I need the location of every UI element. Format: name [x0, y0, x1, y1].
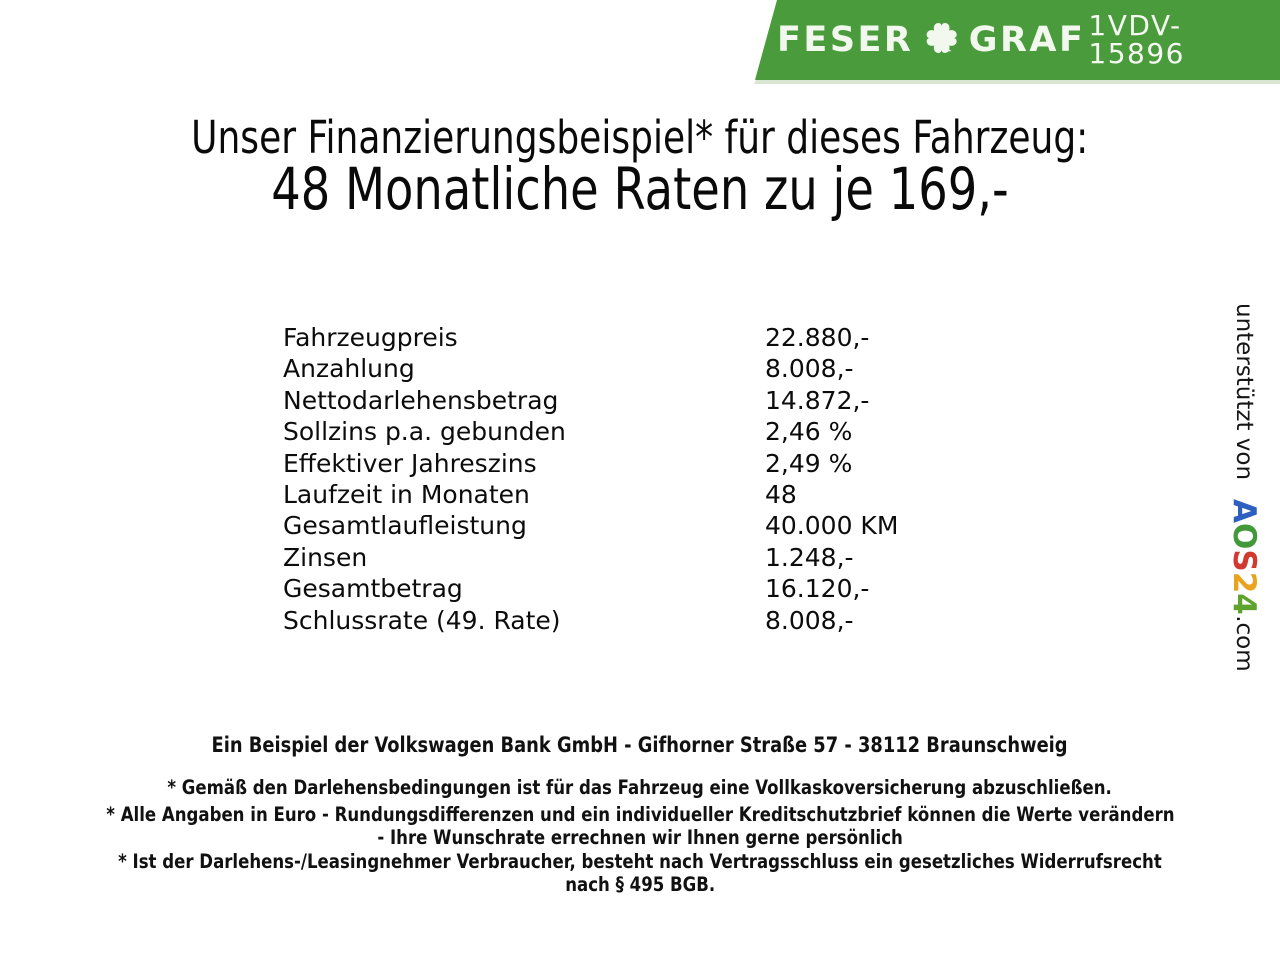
- aos24-letter: 2: [1226, 572, 1262, 594]
- table-row: [283, 542, 983, 573]
- legal-notes: [0, 776, 1280, 896]
- brand-name-right: GRAF: [968, 19, 1086, 60]
- row-value: 8.008,-: [765, 605, 854, 635]
- table-row: [283, 353, 983, 384]
- table-row: [283, 479, 983, 510]
- support-watermark: [1226, 303, 1262, 723]
- legal-note-text: * Gemäß den Darlehensbedingungen ist für das Fahrzeug eine Vollkaskoversicherung abzuschließen.: [167, 776, 1113, 799]
- legal-note: [0, 850, 1280, 873]
- table-row: [283, 322, 983, 353]
- table-row: [283, 448, 983, 479]
- legal-note-text: * Alle Angaben in Euro - Rundungsdifferenzen und ein individueller Kreditschutzbrief können die Werte verändern: [105, 803, 1175, 827]
- table-row: [283, 510, 983, 541]
- row-label: Gesamtbetrag: [283, 574, 463, 604]
- finance-table: [283, 322, 983, 636]
- vehicle-id: 1VDV-15896: [1088, 9, 1185, 70]
- table-row: [283, 385, 983, 416]
- financing-heading-line2-text: 48 Monatliche Raten zu je 169,-: [271, 155, 1009, 223]
- clover-icon: [922, 16, 961, 60]
- legal-note-text: * Ist der Darlehens-/Leasingnehmer Verbraucher, besteht nach Vertragsschluss ein gesetzliches Widerrufsrecht: [118, 849, 1162, 873]
- row-label: Schlussrate (49. Rate): [283, 605, 561, 635]
- aos24-letter: S: [1226, 549, 1262, 573]
- dealer-banner: [0, 0, 1280, 90]
- row-label: Anzahlung: [283, 354, 415, 384]
- row-value: 40.000 KM: [765, 511, 899, 541]
- row-label: Sollzins p.a. gebunden: [283, 417, 566, 447]
- legal-note: [0, 826, 1280, 849]
- row-value: 8.008,-: [765, 354, 854, 384]
- row-label: Effektiver Jahreszins: [283, 448, 537, 478]
- brand-name-left: FESER: [777, 19, 914, 60]
- row-value: 2,46 %: [765, 417, 853, 447]
- row-value: 48: [765, 480, 797, 510]
- aos24-logo: [1226, 499, 1262, 615]
- row-label: Nettodarlehensbetrag: [283, 385, 559, 415]
- table-row: [283, 605, 983, 636]
- bank-example-line: [0, 733, 1280, 757]
- table-row: [283, 573, 983, 604]
- row-label: Gesamtlaufleistung: [283, 511, 527, 541]
- aos24-letter: A: [1226, 499, 1262, 524]
- bank-example-text: Ein Beispiel der Volkswagen Bank GmbH - Gifhorner Straße 57 - 38112 Braunschweig: [211, 733, 1069, 757]
- row-value: 22.880,-: [765, 323, 870, 352]
- legal-note-text: nach § 495 BGB.: [564, 872, 715, 896]
- support-watermark-suffix: .com: [1231, 615, 1257, 672]
- row-label: Fahrzeugpreis: [283, 323, 458, 352]
- row-value: 1.248,-: [765, 542, 854, 572]
- row-label: Laufzeit in Monaten: [283, 480, 530, 510]
- legal-note-text: - Ihre Wunschrate errechnen wir Ihnen gerne persönlich: [377, 826, 903, 850]
- aos24-letter: 4: [1226, 593, 1262, 616]
- legal-note: [0, 803, 1280, 826]
- dealer-banner-shadow: [0, 80, 1280, 85]
- financing-heading-line1-text: Unser Finanzierungsbeispiel* für dieses Fahrzeug:: [191, 111, 1089, 164]
- row-label: Zinsen: [283, 542, 368, 572]
- legal-note: [0, 776, 1280, 799]
- dealer-logo: [777, 0, 1258, 80]
- aos24-letter: O: [1226, 523, 1262, 550]
- support-watermark-prefix: unterstützt von: [1231, 303, 1257, 488]
- row-value: 2,49 %: [765, 448, 853, 478]
- financing-heading-line2: [0, 155, 1280, 223]
- table-row: [283, 416, 983, 447]
- row-value: 14.872,-: [765, 385, 870, 415]
- row-value: 16.120,-: [765, 574, 870, 604]
- legal-note: [0, 873, 1280, 896]
